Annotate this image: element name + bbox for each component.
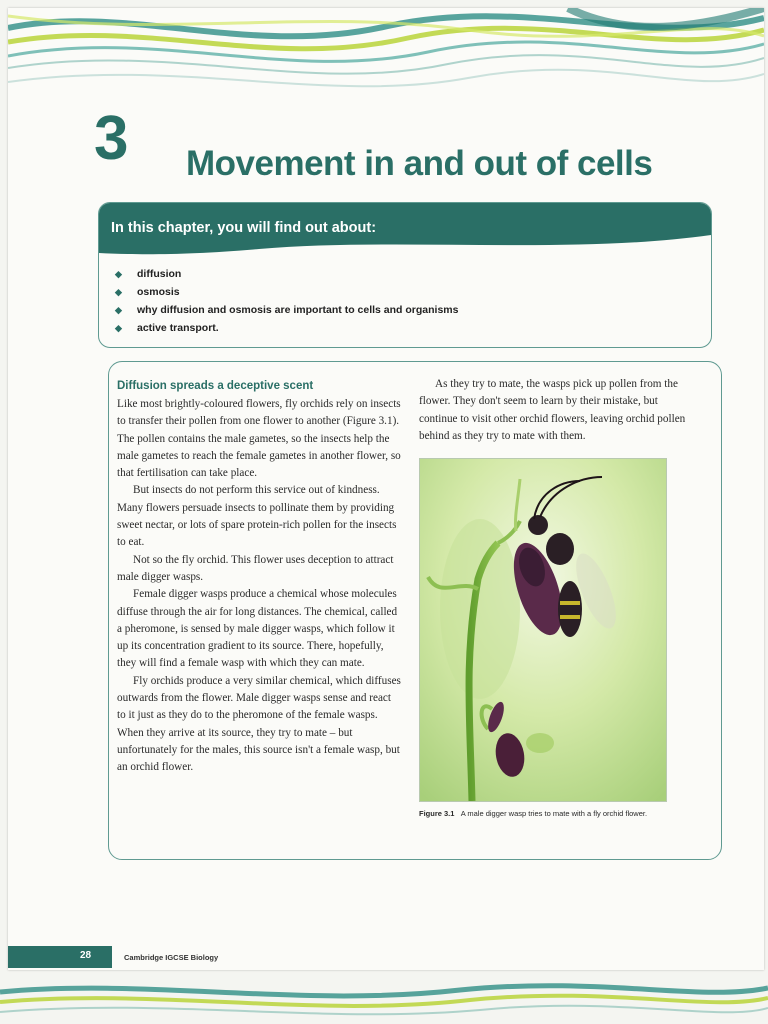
diamond-bullet-icon: ◆ <box>115 323 122 333</box>
chapter-intro-box <box>98 202 712 348</box>
story-paragraph: As they try to mate, the wasps pick up pollen from the flower. They don't seem to learn by their mistake, but continue to visit other orchid flowers, leaving orchid pollen behind as they try to mate with them. <box>419 378 686 442</box>
textbook-page <box>8 8 764 970</box>
diamond-bullet-icon: ◆ <box>115 287 122 297</box>
intro-heading: In this chapter, you will find out about: <box>111 220 377 236</box>
list-item-label: diffusion <box>137 268 182 280</box>
list-item <box>115 283 458 301</box>
orchid-wasp-photo <box>419 458 667 802</box>
story-paragraph: But insects do not perform this service out of kindness. Many flowers persuade insects to pollinate them by providing sweet nectar, or lots of spare protein-rich pollen for the insects to eat. <box>117 484 397 549</box>
story-paragraph: Like most brightly-coloured flowers, fly orchids rely on insects to transfer their pollen from one flower to another (Figure 3.1). The pollen contains the male gametes, so the insects help the male gametes to reach the female gametes in another flower, so that fertilisation can take place. <box>117 398 401 480</box>
story-paragraph: Not so the fly orchid. This flower uses deception to attract male digger wasps. <box>117 553 394 583</box>
diamond-bullet-icon: ◆ <box>115 269 122 279</box>
story-paragraph: Fly orchids produce a very similar chemical, which diffuses outwards from the flower. Male digger wasps sense and react to it just as they do to the pheromone of the female wasps. When they arrive at its source, they try to mate – but unfortunately for the males, this source isn't a female wasp, but an orchid flower. <box>117 674 401 774</box>
figure-caption-text: A male digger wasp tries to mate with a fly orchid flower. <box>460 809 648 818</box>
intro-list <box>115 265 458 337</box>
chapter-number: 3 <box>94 104 129 173</box>
next-page-wave-decoration <box>0 978 768 1024</box>
chapter-title: Movement in and out of cells <box>186 144 653 183</box>
story-right-column <box>419 376 695 445</box>
list-item-label: active transport. <box>137 322 219 334</box>
page-number-tab <box>8 946 112 968</box>
page-number: 28 <box>80 950 92 961</box>
book-title: Cambridge IGCSE Biology <box>124 953 219 962</box>
list-item <box>115 265 458 283</box>
diamond-bullet-icon: ◆ <box>115 305 122 315</box>
story-heading: Diffusion spreads a deceptive scent <box>117 380 314 392</box>
story-box <box>108 361 722 860</box>
list-item-label: why diffusion and osmosis are important to cells and organisms <box>137 304 459 316</box>
story-left-column <box>117 380 401 777</box>
list-item <box>115 319 458 337</box>
story-paragraph: Female digger wasps produce a chemical whose molecules diffuse through the air for long distances. The chemical, called a pheromone, is sensed by male digger wasps, which follow it up its concentration gradient to its source. There, hopefully, they will find a female wasp with which they can mate. <box>117 588 398 670</box>
list-item-label: osmosis <box>137 286 180 298</box>
figure-caption <box>419 808 659 819</box>
figure-label: Figure 3.1 <box>419 809 455 818</box>
list-item <box>115 301 458 319</box>
